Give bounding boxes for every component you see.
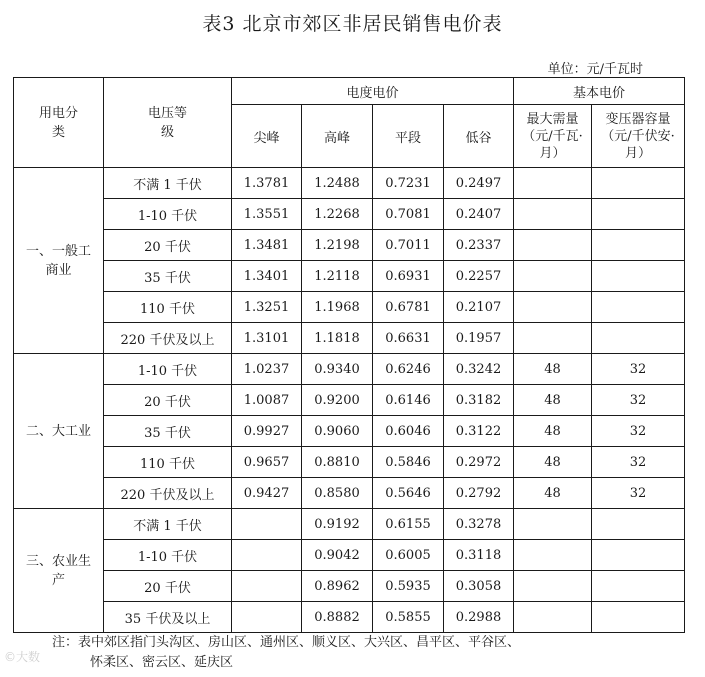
- valley-cell: 0.2792: [444, 478, 514, 509]
- valley-cell: 0.3122: [444, 416, 514, 447]
- unit-label: 单位：元/千瓦时: [547, 62, 643, 77]
- sharp-cell: [232, 540, 302, 571]
- voltage-cell: 1-10 千伏: [104, 354, 232, 385]
- table-row: [14, 230, 685, 261]
- peak-cell: 0.9192: [302, 509, 373, 540]
- transformer-cell: 32: [592, 478, 685, 509]
- max-demand-cell: [514, 540, 592, 571]
- valley-cell: 0.3278: [444, 509, 514, 540]
- sharp-cell: 1.3551: [232, 199, 302, 230]
- peak-cell: 0.9200: [302, 385, 373, 416]
- sharp-cell: 1.3481: [232, 230, 302, 261]
- sharp-cell: 0.9927: [232, 416, 302, 447]
- max-demand-cell: [514, 261, 592, 292]
- sharp-cell: 1.3101: [232, 323, 302, 354]
- max-demand-cell: 48: [514, 447, 592, 478]
- table-title: 表3 北京市郊区非居民销售电价表: [202, 13, 503, 35]
- flat-cell: 0.6146: [373, 385, 444, 416]
- flat-cell: 0.7081: [373, 199, 444, 230]
- peak-cell: 0.9042: [302, 540, 373, 571]
- peak-cell: 1.1968: [302, 292, 373, 323]
- flat-cell: 0.6155: [373, 509, 444, 540]
- flat-cell: 0.5646: [373, 478, 444, 509]
- transformer-cell: 32: [592, 447, 685, 478]
- header-basic-price: 基本电价: [514, 78, 685, 105]
- category-cell: 一、一般工商业: [14, 168, 104, 354]
- header-category: 用电分类: [14, 78, 104, 168]
- flat-cell: 0.5935: [373, 571, 444, 602]
- peak-cell: 1.2268: [302, 199, 373, 230]
- price-table: [13, 77, 685, 633]
- valley-cell: 0.1957: [444, 323, 514, 354]
- voltage-cell: 不满 1 千伏: [104, 168, 232, 199]
- flat-cell: 0.6931: [373, 261, 444, 292]
- table-row: [14, 602, 685, 633]
- voltage-cell: 35 千伏: [104, 261, 232, 292]
- table-body: [14, 168, 685, 633]
- sharp-cell: 1.3781: [232, 168, 302, 199]
- flat-cell: 0.6046: [373, 416, 444, 447]
- peak-cell: 1.2118: [302, 261, 373, 292]
- voltage-cell: 20 千伏: [104, 385, 232, 416]
- transformer-cell: [592, 292, 685, 323]
- header-energy-price: 电度电价: [232, 78, 514, 105]
- sharp-cell: 1.0237: [232, 354, 302, 385]
- sharp-cell: 1.3401: [232, 261, 302, 292]
- sharp-cell: [232, 509, 302, 540]
- peak-cell: 0.9340: [302, 354, 373, 385]
- transformer-cell: [592, 261, 685, 292]
- max-demand-cell: [514, 571, 592, 602]
- sharp-cell: 1.0087: [232, 385, 302, 416]
- max-demand-cell: [514, 509, 592, 540]
- transformer-cell: 32: [592, 416, 685, 447]
- voltage-cell: 35 千伏及以上: [104, 602, 232, 633]
- category-cell: 二、大工业: [14, 354, 104, 509]
- flat-cell: 0.6781: [373, 292, 444, 323]
- voltage-cell: 220 千伏及以上: [104, 323, 232, 354]
- footnote-line-2: 怀柔区、密云区、延庆区: [90, 655, 234, 670]
- max-demand-cell: 48: [514, 385, 592, 416]
- peak-cell: 0.8962: [302, 571, 373, 602]
- sharp-cell: [232, 571, 302, 602]
- header-flat: 平段: [373, 105, 444, 168]
- peak-cell: 0.8580: [302, 478, 373, 509]
- voltage-cell: 1-10 千伏: [104, 199, 232, 230]
- voltage-cell: 不满 1 千伏: [104, 509, 232, 540]
- voltage-cell: 20 千伏: [104, 230, 232, 261]
- voltage-cell: 110 千伏: [104, 292, 232, 323]
- transformer-cell: [592, 168, 685, 199]
- max-demand-cell: [514, 168, 592, 199]
- flat-cell: 0.6005: [373, 540, 444, 571]
- max-demand-cell: [514, 292, 592, 323]
- transformer-cell: [592, 199, 685, 230]
- voltage-cell: 35 千伏: [104, 416, 232, 447]
- table-row: [14, 447, 685, 478]
- transformer-cell: 32: [592, 385, 685, 416]
- max-demand-cell: [514, 199, 592, 230]
- valley-cell: 0.2972: [444, 447, 514, 478]
- table-row: [14, 354, 685, 385]
- valley-cell: 0.2337: [444, 230, 514, 261]
- valley-cell: 0.3118: [444, 540, 514, 571]
- header-transformer: 变压器容量（元/千伏安·月）: [592, 105, 685, 168]
- transformer-cell: [592, 323, 685, 354]
- flat-cell: 0.7011: [373, 230, 444, 261]
- peak-cell: 1.2488: [302, 168, 373, 199]
- sharp-cell: 0.9657: [232, 447, 302, 478]
- valley-cell: 0.3058: [444, 571, 514, 602]
- peak-cell: 0.8810: [302, 447, 373, 478]
- transformer-cell: [592, 540, 685, 571]
- max-demand-cell: 48: [514, 416, 592, 447]
- footnote: [52, 633, 692, 673]
- header-peak: 高峰: [302, 105, 373, 168]
- table-row: [14, 509, 685, 540]
- watermark-logo: ©大数: [4, 650, 41, 664]
- transformer-cell: 32: [592, 354, 685, 385]
- valley-cell: 0.3242: [444, 354, 514, 385]
- valley-cell: 0.2107: [444, 292, 514, 323]
- max-demand-cell: 48: [514, 478, 592, 509]
- header-valley: 低谷: [444, 105, 514, 168]
- flat-cell: 0.6246: [373, 354, 444, 385]
- table-row: [14, 478, 685, 509]
- valley-cell: 0.2407: [444, 199, 514, 230]
- max-demand-cell: 48: [514, 354, 592, 385]
- sharp-cell: [232, 602, 302, 633]
- table-row: [14, 292, 685, 323]
- peak-cell: 1.1818: [302, 323, 373, 354]
- flat-cell: 0.5846: [373, 447, 444, 478]
- transformer-cell: [592, 602, 685, 633]
- valley-cell: 0.2257: [444, 261, 514, 292]
- sharp-cell: 0.9427: [232, 478, 302, 509]
- transformer-cell: [592, 571, 685, 602]
- peak-cell: 1.2198: [302, 230, 373, 261]
- valley-cell: 0.3182: [444, 385, 514, 416]
- max-demand-cell: [514, 230, 592, 261]
- header-voltage: 电压等级: [104, 78, 232, 168]
- voltage-cell: 110 千伏: [104, 447, 232, 478]
- valley-cell: 0.2497: [444, 168, 514, 199]
- table-row: [14, 261, 685, 292]
- table-row: [14, 385, 685, 416]
- table-row: [14, 571, 685, 602]
- flat-cell: 0.6631: [373, 323, 444, 354]
- valley-cell: 0.2988: [444, 602, 514, 633]
- table-row: [14, 540, 685, 571]
- header-max-demand: 最大需量（元/千瓦·月）: [514, 105, 592, 168]
- flat-cell: 0.5855: [373, 602, 444, 633]
- table-row: [14, 416, 685, 447]
- transformer-cell: [592, 230, 685, 261]
- table-row: [14, 323, 685, 354]
- category-cell: 三、农业生产: [14, 509, 104, 633]
- footnote-line-1: 注：表中郊区指门头沟区、房山区、通州区、顺义区、大兴区、昌平区、平谷区、: [52, 635, 521, 650]
- transformer-cell: [592, 509, 685, 540]
- table-row: [14, 168, 685, 199]
- voltage-cell: 220 千伏及以上: [104, 478, 232, 509]
- table-row: [14, 199, 685, 230]
- header-sharp: 尖峰: [232, 105, 302, 168]
- flat-cell: 0.7231: [373, 168, 444, 199]
- max-demand-cell: [514, 323, 592, 354]
- voltage-cell: 1-10 千伏: [104, 540, 232, 571]
- peak-cell: 0.9060: [302, 416, 373, 447]
- voltage-cell: 20 千伏: [104, 571, 232, 602]
- sharp-cell: 1.3251: [232, 292, 302, 323]
- max-demand-cell: [514, 602, 592, 633]
- peak-cell: 0.8882: [302, 602, 373, 633]
